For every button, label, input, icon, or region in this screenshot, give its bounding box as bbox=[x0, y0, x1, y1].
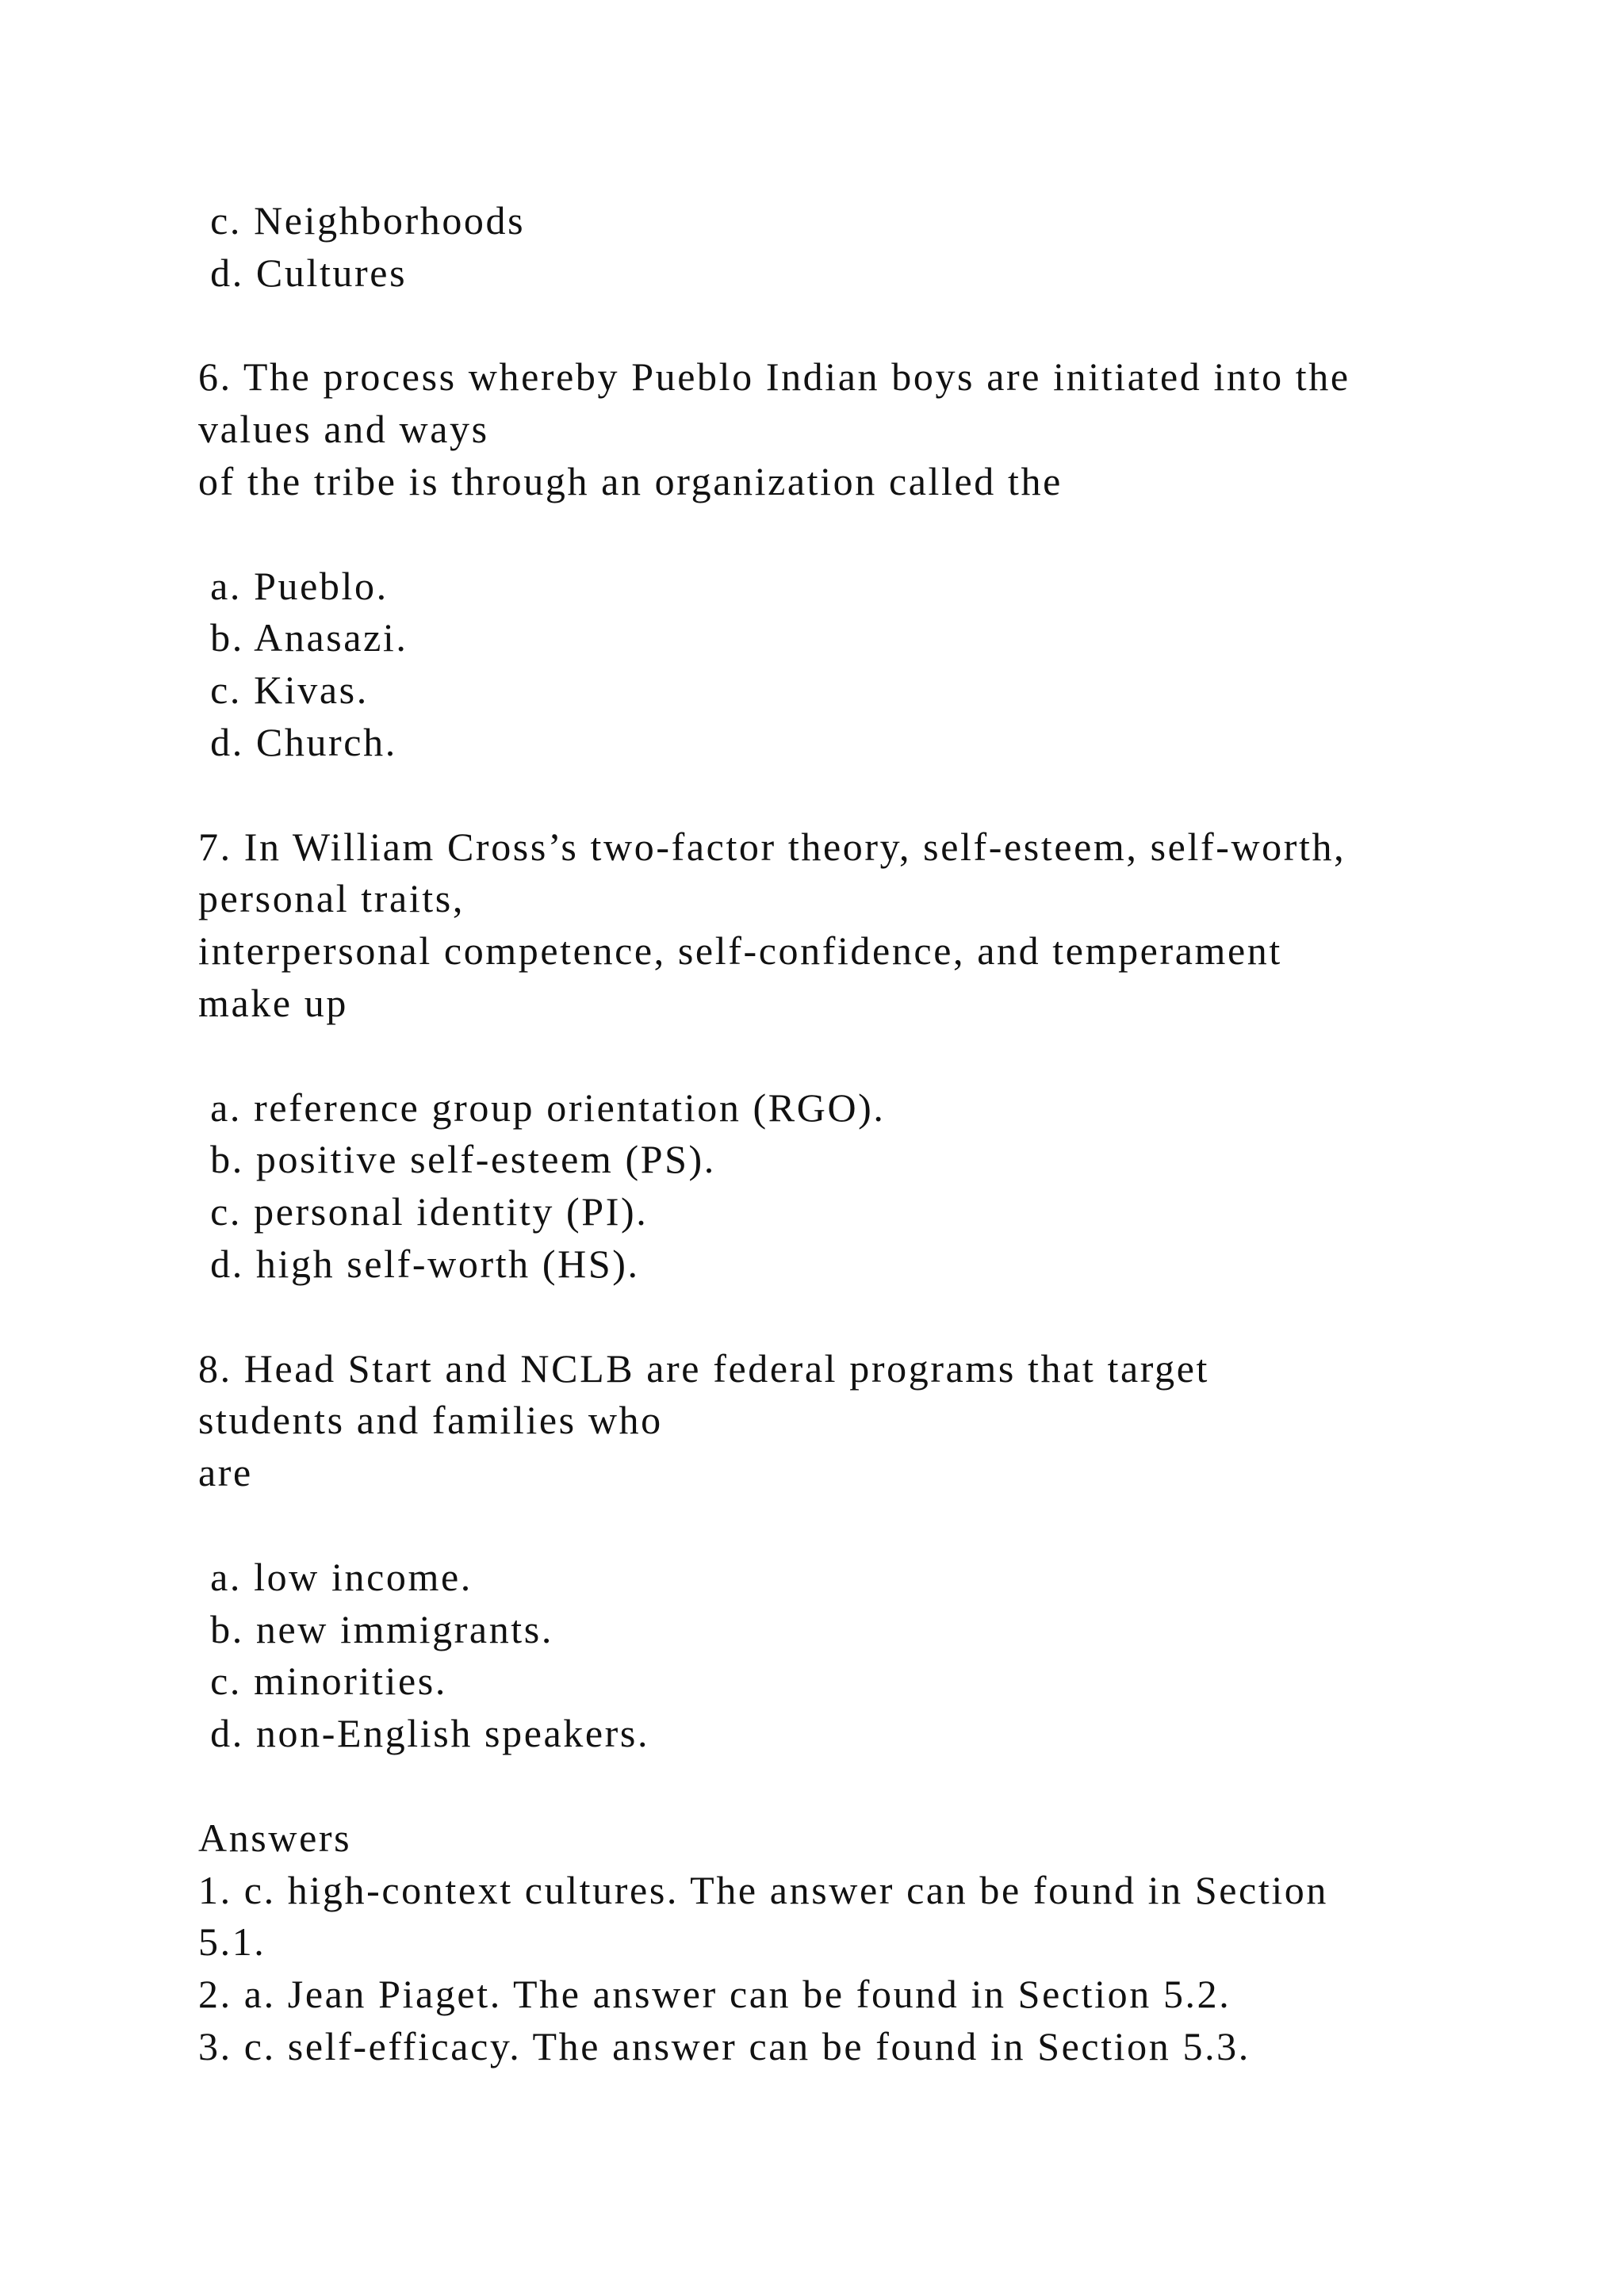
question-6-stem-line: of the tribe is through an organization called the bbox=[198, 458, 1063, 503]
question-7-stem-line: personal traits, bbox=[198, 876, 465, 921]
option-d: d. high self-worth (HS). bbox=[198, 1241, 640, 1286]
option-d: d. Church. bbox=[198, 719, 397, 764]
option-c: c. minorities. bbox=[198, 1659, 447, 1704]
question-6-stem-line: 6. The process whereby Pueblo Indian boys are initiated into the bbox=[198, 354, 1350, 400]
answer-line: 2. a. Jean Piaget. The answer can be found in Section 5.2. bbox=[198, 1972, 1231, 2017]
answer-line: 3. c. self-efficacy. The answer can be found in Section 5.3. bbox=[198, 2023, 1251, 2068]
document-text bbox=[198, 195, 1546, 2073]
question-7 bbox=[198, 821, 1546, 1291]
blank-line bbox=[198, 769, 1546, 821]
answers-section bbox=[198, 1812, 1546, 2073]
option-b: b. positive self-esteem (PS). bbox=[198, 1137, 716, 1182]
option-c: c. Kivas. bbox=[198, 668, 369, 713]
option-b: b. Anasazi. bbox=[198, 615, 408, 660]
blank-line bbox=[198, 300, 1546, 352]
question-8-stem-line: students and families who bbox=[198, 1398, 663, 1443]
option-a: a. reference group orientation (RGO). bbox=[198, 1085, 886, 1130]
question-8-stem-line: are bbox=[198, 1450, 253, 1495]
question-7-stem-line: interpersonal competence, self-confidence, and temperament bbox=[198, 928, 1282, 974]
option-d: d. non-English speakers. bbox=[198, 1711, 650, 1756]
question-7-stem-line: make up bbox=[198, 980, 348, 1025]
question-6 bbox=[198, 351, 1546, 768]
answer-line: 1. c. high-context cultures. The answer can be found in Section bbox=[198, 1867, 1329, 1912]
answer-line: 5.1. bbox=[198, 1919, 266, 1965]
option-c: c. Neighborhoods bbox=[198, 198, 526, 243]
blank-line bbox=[198, 1030, 1546, 1082]
blank-line bbox=[198, 1760, 1546, 1812]
question-7-stem-line: 7. In William Cross’s two-factor theory, self-esteem, self-worth, bbox=[198, 824, 1346, 869]
question-8 bbox=[198, 1343, 1546, 1760]
option-a: a. Pueblo. bbox=[198, 563, 389, 608]
answers-heading: Answers bbox=[198, 1815, 352, 1860]
blank-line bbox=[198, 1499, 1546, 1552]
question-6-stem-line: values and ways bbox=[198, 407, 489, 452]
option-a: a. low income. bbox=[198, 1554, 473, 1599]
blank-line bbox=[198, 508, 1546, 561]
question-8-stem-line: 8. Head Start and NCLB are federal programs that target bbox=[198, 1345, 1210, 1391]
option-d: d. Cultures bbox=[198, 250, 408, 295]
option-b: b. new immigrants. bbox=[198, 1606, 553, 1651]
blank-line bbox=[198, 1291, 1546, 1343]
question-5-options bbox=[198, 195, 1546, 300]
option-c: c. personal identity (PI). bbox=[198, 1189, 649, 1234]
